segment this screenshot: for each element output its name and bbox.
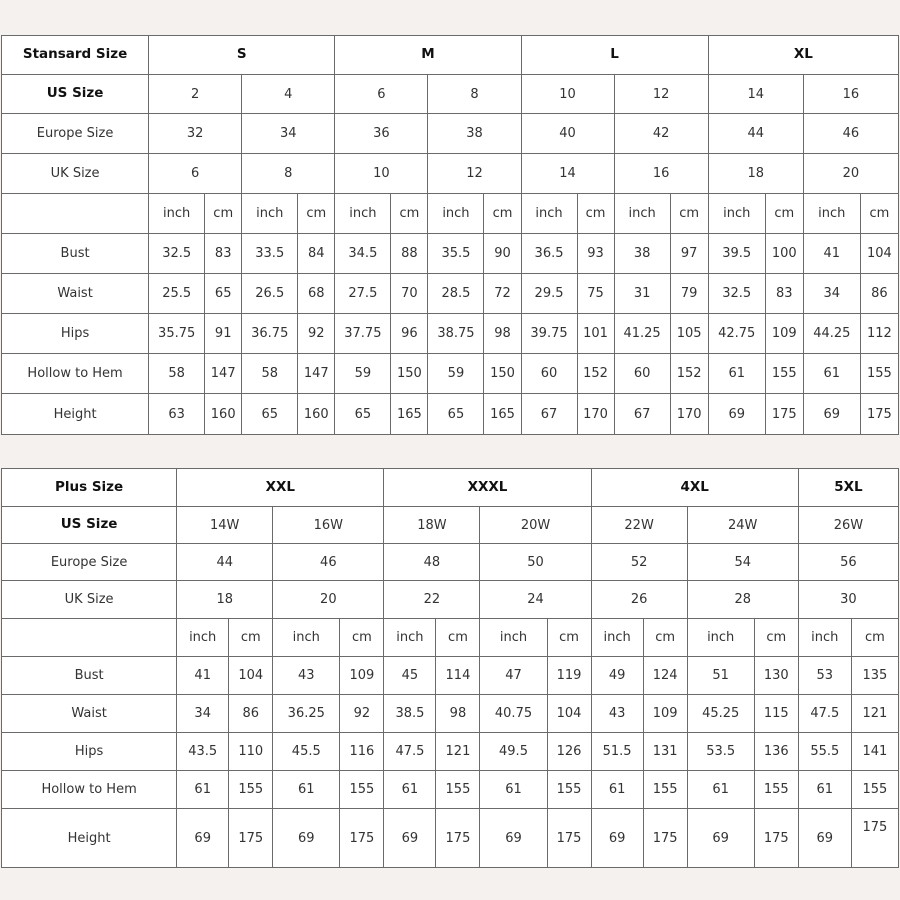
measure-value: 175 (765, 394, 803, 435)
measurement-row-bust (2, 657, 899, 695)
measure-value: 61 (687, 771, 754, 809)
measure-value: 58 (242, 354, 298, 394)
measure-value: 37.75 (335, 314, 391, 354)
measure-value: 47.5 (384, 733, 436, 771)
unit-cm: cm (484, 194, 521, 234)
size-s: S (149, 36, 335, 75)
unit-row (2, 619, 899, 657)
measure-value: 72 (484, 274, 521, 314)
row-label: Bust (2, 234, 149, 274)
size-4xl: 4XL (591, 469, 798, 507)
measure-value: 31 (614, 274, 670, 314)
europe-size-value: 40 (521, 114, 614, 154)
unit-cm: cm (391, 194, 428, 234)
measure-value: 175 (643, 809, 687, 868)
row-label: Europe Size (2, 544, 177, 581)
measure-value: 141 (851, 733, 898, 771)
measure-value: 69 (708, 394, 765, 435)
measure-value: 27.5 (335, 274, 391, 314)
measure-value: 40.75 (480, 695, 547, 733)
unit-inch: inch (177, 619, 229, 657)
us-size-value: 12 (614, 75, 708, 114)
europe-size-value: 56 (798, 544, 898, 581)
measure-value: 61 (480, 771, 547, 809)
uk-size-value: 18 (177, 581, 273, 619)
measure-value: 59 (428, 354, 484, 394)
measure-value: 79 (670, 274, 708, 314)
measure-value: 114 (436, 657, 480, 695)
measure-value: 69 (798, 809, 851, 868)
measure-value: 155 (643, 771, 687, 809)
measure-value: 32.5 (149, 234, 205, 274)
measure-value: 63 (149, 394, 205, 435)
measure-value: 34.5 (335, 234, 391, 274)
row-label: Waist (2, 274, 149, 314)
measure-value: 34 (177, 695, 229, 733)
europe-size-value: 34 (242, 114, 335, 154)
measure-value: 155 (765, 354, 803, 394)
us-size-value: 4 (242, 75, 335, 114)
unit-cm: cm (860, 194, 898, 234)
measure-value: 41 (177, 657, 229, 695)
measure-value: 155 (547, 771, 591, 809)
measure-value: 47.5 (798, 695, 851, 733)
measure-value: 150 (484, 354, 521, 394)
measure-value: 38.75 (428, 314, 484, 354)
measure-value: 75 (577, 274, 614, 314)
measure-value: 58 (149, 354, 205, 394)
europe-size-value: 38 (428, 114, 521, 154)
measure-value: 70 (391, 274, 428, 314)
uk-size-value: 20 (803, 154, 898, 194)
us-size-value: 14W (177, 507, 273, 544)
size-5xl: 5XL (798, 469, 898, 507)
size-m: M (335, 36, 521, 75)
measure-value: 130 (754, 657, 798, 695)
measurement-row-bust (2, 234, 899, 274)
us-size-value: 10 (521, 75, 614, 114)
measurement-row-hips (2, 314, 899, 354)
unit-inch: inch (480, 619, 547, 657)
measure-value: 65 (242, 394, 298, 435)
measurement-row-hollow-to-hem (2, 771, 899, 809)
measure-value: 65 (428, 394, 484, 435)
unit-cm: cm (670, 194, 708, 234)
measure-value: 175 (547, 809, 591, 868)
us-size-value: 8 (428, 75, 521, 114)
standard-size-chart (1, 35, 899, 435)
measure-value: 93 (577, 234, 614, 274)
measure-value: 115 (754, 695, 798, 733)
measure-value: 100 (765, 234, 803, 274)
measure-value: 43 (273, 657, 340, 695)
measure-value: 39.75 (521, 314, 577, 354)
unit-cm: cm (547, 619, 591, 657)
unit-row-blank (2, 194, 149, 234)
europe-size-row (2, 114, 899, 154)
measure-value: 152 (670, 354, 708, 394)
measure-value: 109 (765, 314, 803, 354)
measure-value: 61 (798, 771, 851, 809)
measure-value: 25.5 (149, 274, 205, 314)
measure-value: 135 (851, 657, 898, 695)
row-label: Height (2, 809, 177, 868)
row-label: UK Size (2, 154, 149, 194)
measure-value: 65 (205, 274, 242, 314)
europe-size-value: 54 (687, 544, 798, 581)
measure-value: 36.5 (521, 234, 577, 274)
unit-row-blank (2, 619, 177, 657)
measurement-row-hips (2, 733, 899, 771)
measure-value: 98 (436, 695, 480, 733)
measure-value: 98 (484, 314, 521, 354)
measure-value: 96 (391, 314, 428, 354)
measure-value: 131 (643, 733, 687, 771)
measure-value: 36.25 (273, 695, 340, 733)
row-label: Bust (2, 657, 177, 695)
us-size-value: 18W (384, 507, 480, 544)
us-size-value: 22W (591, 507, 687, 544)
us-size-value: 2 (149, 75, 242, 114)
size-xl: XL (708, 36, 898, 75)
measure-value: 67 (614, 394, 670, 435)
measure-value: 97 (670, 234, 708, 274)
measure-value: 155 (229, 771, 273, 809)
measure-value: 60 (521, 354, 577, 394)
measure-value: 92 (340, 695, 384, 733)
measure-value: 36.75 (242, 314, 298, 354)
unit-inch: inch (428, 194, 484, 234)
measure-value: 39.5 (708, 234, 765, 274)
unit-inch: inch (149, 194, 205, 234)
measure-value: 147 (205, 354, 242, 394)
measure-value: 121 (851, 695, 898, 733)
unit-inch: inch (687, 619, 754, 657)
measure-value: 51 (687, 657, 754, 695)
us-size-row (2, 507, 899, 544)
row-label: UK Size (2, 581, 177, 619)
unit-row (2, 194, 899, 234)
measure-value: 28.5 (428, 274, 484, 314)
us-size-value: 6 (335, 75, 428, 114)
europe-size-value: 52 (591, 544, 687, 581)
measure-value: 41.25 (614, 314, 670, 354)
measure-value: 86 (229, 695, 273, 733)
measure-value: 90 (484, 234, 521, 274)
measure-value: 150 (391, 354, 428, 394)
plus-size-chart (1, 468, 899, 868)
unit-inch: inch (803, 194, 860, 234)
measure-value: 67 (521, 394, 577, 435)
measurement-row-waist (2, 274, 899, 314)
measure-value: 69 (384, 809, 436, 868)
measure-value: 53.5 (687, 733, 754, 771)
measure-value: 38 (614, 234, 670, 274)
measure-value: 170 (670, 394, 708, 435)
measure-value: 42.75 (708, 314, 765, 354)
measure-value: 61 (273, 771, 340, 809)
measure-value: 45.5 (273, 733, 340, 771)
row-label: US Size (2, 75, 149, 114)
uk-size-value: 22 (384, 581, 480, 619)
measure-value: 41 (803, 234, 860, 274)
us-size-row (2, 75, 899, 114)
measure-value: 109 (340, 657, 384, 695)
measure-value: 33.5 (242, 234, 298, 274)
europe-size-value: 36 (335, 114, 428, 154)
row-label: Hips (2, 314, 149, 354)
unit-inch: inch (708, 194, 765, 234)
measure-value: 110 (229, 733, 273, 771)
measure-value: 51.5 (591, 733, 643, 771)
measure-value: 55.5 (798, 733, 851, 771)
measure-value: 175 (436, 809, 480, 868)
uk-size-value: 8 (242, 154, 335, 194)
unit-cm: cm (851, 619, 898, 657)
measure-value: 61 (384, 771, 436, 809)
europe-size-value: 48 (384, 544, 480, 581)
measure-value: 45.25 (687, 695, 754, 733)
row-label: Waist (2, 695, 177, 733)
unit-inch: inch (335, 194, 391, 234)
measure-value: 29.5 (521, 274, 577, 314)
unit-inch: inch (242, 194, 298, 234)
us-size-value: 20W (480, 507, 591, 544)
measure-value: 69 (591, 809, 643, 868)
us-size-value: 14 (708, 75, 803, 114)
europe-size-value: 46 (803, 114, 898, 154)
row-label: Hollow to Hem (2, 354, 149, 394)
measure-value: 59 (335, 354, 391, 394)
measure-value: 126 (547, 733, 591, 771)
measurement-row-waist (2, 695, 899, 733)
uk-size-value: 18 (708, 154, 803, 194)
corner-label: Plus Size (2, 469, 177, 507)
measure-value: 109 (643, 695, 687, 733)
unit-cm: cm (436, 619, 480, 657)
measure-value: 160 (298, 394, 335, 435)
us-size-value: 16 (803, 75, 898, 114)
measure-value: 61 (591, 771, 643, 809)
measure-value: 121 (436, 733, 480, 771)
measure-value: 175 (754, 809, 798, 868)
uk-size-value: 28 (687, 581, 798, 619)
measure-value: 65 (335, 394, 391, 435)
unit-cm: cm (643, 619, 687, 657)
measure-value: 104 (860, 234, 898, 274)
measure-value: 43.5 (177, 733, 229, 771)
measure-value: 35.5 (428, 234, 484, 274)
measure-value: 69 (687, 809, 754, 868)
unit-inch: inch (273, 619, 340, 657)
unit-inch: inch (798, 619, 851, 657)
measure-value: 53 (798, 657, 851, 695)
uk-size-value: 30 (798, 581, 898, 619)
uk-size-value: 10 (335, 154, 428, 194)
uk-size-row (2, 154, 899, 194)
measure-value: 105 (670, 314, 708, 354)
measure-value: 69 (273, 809, 340, 868)
unit-cm: cm (340, 619, 384, 657)
measure-value: 155 (851, 771, 898, 809)
size-xxxl: XXXL (384, 469, 591, 507)
measure-value: 155 (340, 771, 384, 809)
row-label: Hips (2, 733, 177, 771)
measure-value: 69 (177, 809, 229, 868)
measure-value: 175 (340, 809, 384, 868)
measure-value: 104 (229, 657, 273, 695)
measure-value: 44.25 (803, 314, 860, 354)
size-xxl: XXL (177, 469, 384, 507)
measure-value: 104 (547, 695, 591, 733)
uk-size-row (2, 581, 899, 619)
us-size-value: 16W (273, 507, 384, 544)
size-header-row (2, 469, 899, 507)
measure-value: 32.5 (708, 274, 765, 314)
unit-cm: cm (577, 194, 614, 234)
measure-value: 119 (547, 657, 591, 695)
unit-inch: inch (384, 619, 436, 657)
europe-size-value: 46 (273, 544, 384, 581)
measure-value: 84 (298, 234, 335, 274)
measurement-row-height (2, 809, 899, 868)
uk-size-value: 16 (614, 154, 708, 194)
uk-size-value: 14 (521, 154, 614, 194)
measure-value: 69 (803, 394, 860, 435)
unit-cm: cm (754, 619, 798, 657)
measure-value: 45 (384, 657, 436, 695)
us-size-value: 26W (798, 507, 898, 544)
measure-value: 34 (803, 274, 860, 314)
measure-value: 60 (614, 354, 670, 394)
measure-value: 116 (340, 733, 384, 771)
uk-size-value: 20 (273, 581, 384, 619)
europe-size-value: 44 (708, 114, 803, 154)
measure-value: 155 (754, 771, 798, 809)
measure-value: 43 (591, 695, 643, 733)
measure-value: 83 (205, 234, 242, 274)
measure-value: 175 (860, 394, 898, 435)
measure-value: 49.5 (480, 733, 547, 771)
row-label: US Size (2, 507, 177, 544)
unit-cm: cm (229, 619, 273, 657)
measure-value: 112 (860, 314, 898, 354)
measure-value: 61 (803, 354, 860, 394)
measure-value: 38.5 (384, 695, 436, 733)
measure-value: 160 (205, 394, 242, 435)
measure-value: 35.75 (149, 314, 205, 354)
measure-value: 170 (577, 394, 614, 435)
corner-label: Stansard Size (2, 36, 149, 75)
europe-size-value: 32 (149, 114, 242, 154)
measure-value: 83 (765, 274, 803, 314)
row-label: Height (2, 394, 149, 435)
row-label: Europe Size (2, 114, 149, 154)
unit-cm: cm (205, 194, 242, 234)
uk-size-value: 26 (591, 581, 687, 619)
row-label: Hollow to Hem (2, 771, 177, 809)
size-l: L (521, 36, 708, 75)
europe-size-value: 44 (177, 544, 273, 581)
measure-value: 155 (436, 771, 480, 809)
measure-value: 175 (851, 809, 898, 868)
measure-value: 165 (391, 394, 428, 435)
unit-cm: cm (298, 194, 335, 234)
size-header-row (2, 36, 899, 75)
unit-inch: inch (521, 194, 577, 234)
measure-value: 91 (205, 314, 242, 354)
measure-value: 165 (484, 394, 521, 435)
measure-value: 152 (577, 354, 614, 394)
europe-size-value: 42 (614, 114, 708, 154)
measure-value: 147 (298, 354, 335, 394)
unit-inch: inch (614, 194, 670, 234)
measure-value: 68 (298, 274, 335, 314)
uk-size-value: 6 (149, 154, 242, 194)
unit-cm: cm (765, 194, 803, 234)
measure-value: 101 (577, 314, 614, 354)
uk-size-value: 12 (428, 154, 521, 194)
measure-value: 61 (708, 354, 765, 394)
measure-value: 61 (177, 771, 229, 809)
measure-value: 86 (860, 274, 898, 314)
measure-value: 47 (480, 657, 547, 695)
measure-value: 124 (643, 657, 687, 695)
measurement-row-height (2, 394, 899, 435)
unit-inch: inch (591, 619, 643, 657)
europe-size-row (2, 544, 899, 581)
measure-value: 49 (591, 657, 643, 695)
measure-value: 92 (298, 314, 335, 354)
measure-value: 69 (480, 809, 547, 868)
us-size-value: 24W (687, 507, 798, 544)
europe-size-value: 50 (480, 544, 591, 581)
measure-value: 175 (229, 809, 273, 868)
uk-size-value: 24 (480, 581, 591, 619)
measure-value: 155 (860, 354, 898, 394)
measure-value: 136 (754, 733, 798, 771)
measure-value: 26.5 (242, 274, 298, 314)
measurement-row-hollow-to-hem (2, 354, 899, 394)
measure-value: 88 (391, 234, 428, 274)
